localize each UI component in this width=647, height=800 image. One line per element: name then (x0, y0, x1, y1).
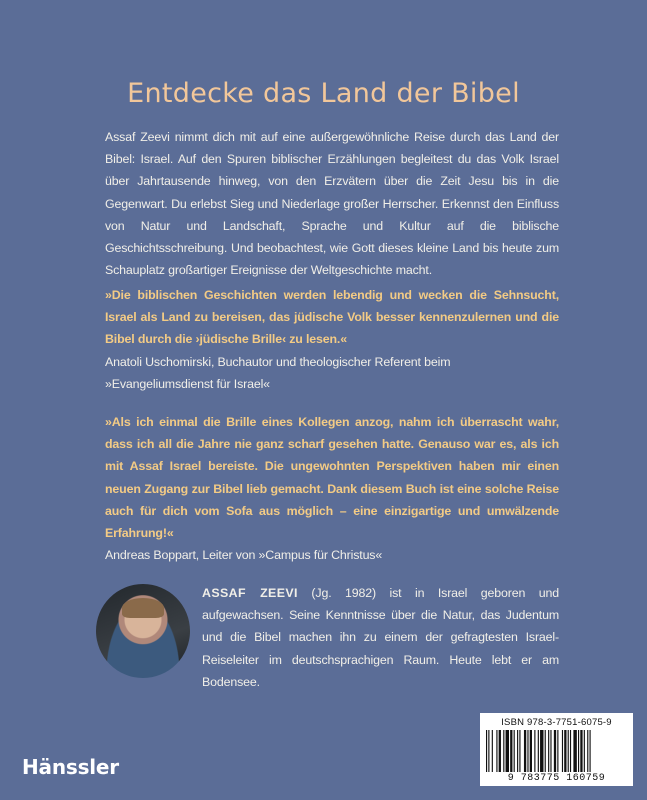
barcode-bar (584, 730, 585, 772)
barcode-bar (590, 730, 591, 772)
barcode (480, 713, 633, 786)
author-photo (96, 584, 190, 678)
barcode-bar (538, 730, 539, 772)
barcode-bar (514, 730, 515, 772)
author-bio (202, 582, 559, 693)
barcode-bar (573, 730, 576, 772)
barcode-bar (534, 730, 535, 772)
barcode-bar (562, 730, 563, 772)
quote-text: »Die biblischen Geschichten werden lebendig und wecken die Sehnsucht, Israel als Land zu bereisen, das jüdische Volk besser kennenzulernen und die Bibel durch die ›jüdische Brille‹ zu lesen.« (105, 288, 559, 347)
barcode-bar (486, 730, 487, 772)
quote-attribution: Andreas Boppart, Leiter von »Campus für Christus« (105, 548, 383, 563)
barcode-bar (580, 730, 582, 772)
barcode-bar (530, 730, 532, 772)
barcode-bar (545, 730, 546, 772)
publisher-logo: Hänssler (22, 755, 119, 779)
barcode-bars (486, 730, 627, 772)
author-photo-hair (122, 598, 164, 618)
barcode-bar (496, 730, 497, 772)
barcode-bar (524, 730, 526, 772)
barcode-bar (510, 730, 512, 772)
intro-text: Assaf Zeevi nimmt dich mit auf eine außergewöhnliche Reise durch das Land der Bibel: Israel. Auf den Spuren biblischer Erzählungen begleitest du das Volk Israel über Jahrtausende hinweg, von den Erzvätern über die Zeit Jesu bis in die Gegenwart. Du erlebst Sieg und Niederlage großer Herrscher. Erkennst den Einfluss von Natur und Landschaft, Sprache und Kultur auf die biblische Geschichtsschreibung. Und beobachtest, wie Gott dieses kleine Land bis heute zum Schauplatz großartiger Ereignisse der Weltgeschichte macht. (105, 130, 559, 278)
barcode-bar (587, 730, 588, 772)
barcode-bar (499, 730, 501, 772)
barcode-bar (568, 730, 569, 772)
barcode-bar (527, 730, 528, 772)
book-title: Entdecke das Land der Bibel (127, 78, 520, 109)
author-bio-text: (Jg. 1982) ist in Israel geboren und aufgewachsen. Seine Kenntnisse über die Natur, das Judentum und die Bibel machen ihn zu einem der gefragtesten Israel-Reiseleiter im deutschsprachigen Raum. Heute lebt er am Bodensee. (202, 586, 559, 689)
barcode-bar (503, 730, 504, 772)
barcode-bar (554, 730, 556, 772)
quote-block-1 (105, 284, 559, 395)
barcode-bar (564, 730, 566, 772)
barcode-bar (578, 730, 579, 772)
barcode-bar (517, 730, 518, 772)
barcode-digits: 9 783775 160759 (507, 773, 606, 784)
barcode-bar (557, 730, 558, 772)
barcode-bar (488, 730, 489, 772)
barcode-bar (550, 730, 551, 772)
isbn-label: ISBN 978-3-7751-6075-9 (501, 717, 612, 728)
author-name: ASSAF ZEEVI (202, 586, 298, 600)
quote-attribution: Anatoli Uschomirski, Buchautor und theologischer Referent beim »Evangeliumsdienst für Israel« (105, 354, 451, 391)
quote-block-2 (105, 411, 559, 566)
barcode-bar (570, 730, 571, 772)
barcode-bar (492, 730, 493, 772)
barcode-bar (548, 730, 549, 772)
barcode-bar (540, 730, 543, 772)
barcode-bar (506, 730, 509, 772)
barcode-bar (519, 730, 520, 772)
quote-text: »Als ich einmal die Brille eines Kollegen anzog, nahm ich überrascht wahr, dass ich all die Jahre nie ganz scharf gesehen hatte. Genauso war es, als ich mit Assaf Israel bereiste. Die ungewohnten Perspektiven haben mir einen neuen Zugang zur Bibel lieb gemacht. Dank diesem Buch ist eine solche Reise auch für dich vom Sofa aus möglich – eine einzigartige und umwälzende Erfahrung!« (105, 415, 559, 541)
